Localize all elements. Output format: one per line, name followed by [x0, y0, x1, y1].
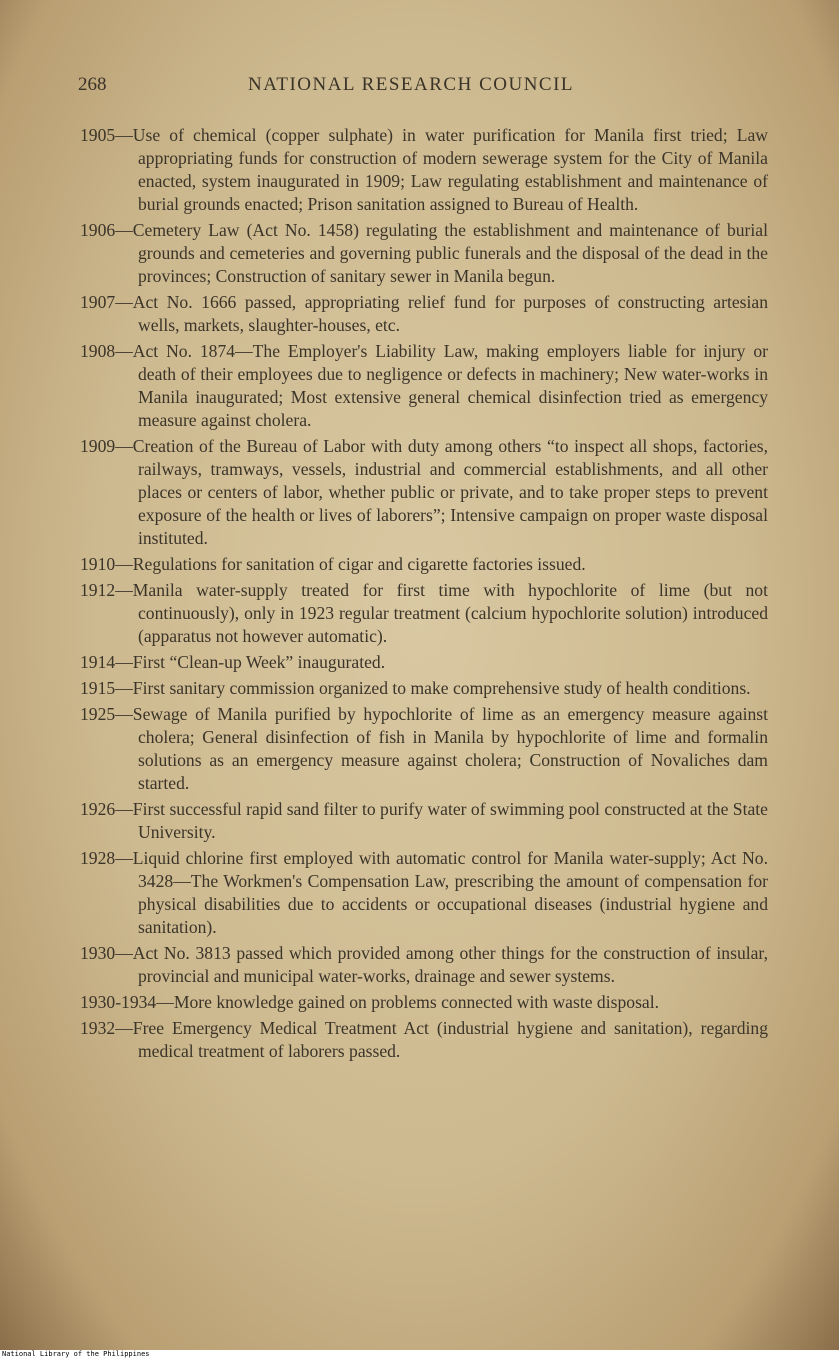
- entry-year: 1908: [80, 341, 116, 361]
- entry-year: 1930-1934: [80, 992, 157, 1012]
- chronology-entry: 1910—Regulations for sanitation of cigar and cigarette factories issued.: [80, 554, 586, 574]
- entry-text: Regulations for sanitation of cigar and cigarette factories issued.: [132, 554, 586, 574]
- chronology-entry: 1930—Act No. 3813 passed which provided among other things for the construction of insular, provincial and municipal water-works, drainage and sewer systems.: [80, 943, 768, 986]
- chronology-entry: 1928—Liquid chlorine first employed with automatic control for Manila water-supply; Act No. 3428—The Workmen's Compensation Law, prescribing the amount of compensation for physical disabilities due to accidents or occupational diseases (industrial hygiene and sanitation).: [80, 848, 768, 937]
- entry-text: Manila water-supply treated for first time with hypochlorite of lime (but not continuously), only in 1923 regular treatment (calcium hypochlorite solution) introduced (apparatus not however automatic).: [132, 580, 768, 646]
- chronology-entry: 1915—First sanitary commission organized to make comprehensive study of health conditions.: [80, 678, 751, 698]
- entry-year: 1930: [80, 943, 116, 963]
- chronology-entry: 1905—Use of chemical (copper sulphate) in water purification for Manila first tried; Law appropriating funds for construction of modern sewerage system for the City of Manila enacted, system inaugurated in 1909; Law regulating establishment and maintenance of burial grounds enacted; Prison sanitation assigned to Bureau of Health.: [80, 125, 768, 214]
- entry-text: Cemetery Law (Act No. 1458) regulating the establishment and maintenance of burial grounds and cemeteries and governing public funerals and the disposal of the dead in the provinces; Construction of sanitary sewer in Manila begun.: [132, 220, 768, 286]
- entry-text: First sanitary commission organized to make comprehensive study of health conditions.: [132, 678, 751, 698]
- entry-text: Sewage of Manila purified by hypochlorite of lime as an emergency measure against cholera; General disinfection of fish in Manila by hypochlorite of lime and formalin solutions as an emergency measure against cholera; Construction of Novaliches dam started.: [132, 704, 768, 793]
- entry-year: 1912: [80, 580, 116, 600]
- entry-year: 1914: [80, 652, 116, 672]
- entry-text: More knowledge gained on problems connected with waste disposal.: [173, 992, 660, 1012]
- chronology-entry: 1908—Act No. 1874—The Employer's Liability Law, making employers liable for injury or death of their employees due to negligence or defects in machinery; New water-works in Manila inaugurated; Most extensive general chemical disinfection tried as emergency measure against cholera.: [80, 341, 768, 430]
- entry-text: Free Emergency Medical Treatment Act (industrial hygiene and sanitation), regarding medical treatment of laborers passed.: [132, 1018, 768, 1061]
- entry-year: 1905: [80, 125, 116, 145]
- running-head: NATIONAL RESEARCH COUNCIL: [248, 74, 575, 95]
- entry-text: Use of chemical (copper sulphate) in water purification for Manila first tried; Law appropriating funds for construction of modern sewerage system for the City of Manila enacted, system inaugurated in 1909; Law regulating establishment and maintenance of burial grounds enacted; Prison sanitation assigned to Bureau of Health.: [132, 125, 768, 214]
- entry-text: Liquid chlorine first employed with automatic control for Manila water-supply; Act No. 3428—The Workmen's Compensation Law, prescribing the amount of compensation for physical disabilities due to accidents or occupational diseases (industrial hygiene and sanitation).: [132, 848, 768, 937]
- entry-year: 1915: [80, 678, 116, 698]
- chronology-entry: 1907—Act No. 1666 passed, appropriating relief fund for purposes of constructing artesian wells, markets, slaughter-houses, etc.: [80, 292, 768, 335]
- entry-text: Creation of the Bureau of Labor with duty among others “to inspect all shops, factories, railways, tramways, vessels, industrial and commercial establishments, and all other places or centers of labor, whether public or private, and to take proper steps to prevent exposure of the health or lives of laborers”; Intensive campaign on proper waste disposal instituted.: [132, 436, 768, 548]
- chronology-entry: 1925—Sewage of Manila purified by hypochlorite of lime as an emergency measure against cholera; General disinfection of fish in Manila by hypochlorite of lime and formalin solutions as an emergency measure against cholera; Construction of Novaliches dam started.: [80, 704, 768, 793]
- chronology-entry: 1926—First successful rapid sand filter to purify water of swimming pool constructed at the State University.: [80, 799, 768, 842]
- entry-year: 1910: [80, 554, 116, 574]
- page-header: [78, 72, 678, 102]
- entry-year: 1925: [80, 704, 116, 724]
- entry-year: 1907: [80, 292, 116, 312]
- page-number: 268: [78, 74, 107, 95]
- entry-text: Act No. 1874—The Employer's Liability Law, making employers liable for injury or death of their employees due to negligence or defects in machinery; New water-works in Manila inaugurated; Most extensive general chemical disinfection tried as emergency measure against cholera.: [132, 341, 768, 430]
- entry-year: 1932: [80, 1018, 116, 1038]
- entry-year: 1906: [80, 220, 116, 240]
- chronology-entry: 1930-1934—More knowledge gained on problems connected with waste disposal.: [80, 992, 660, 1012]
- chronology-entry: 1932—Free Emergency Medical Treatment Act (industrial hygiene and sanitation), regarding medical treatment of laborers passed.: [80, 1018, 768, 1061]
- entry-year: 1928: [80, 848, 116, 868]
- entry-text: First successful rapid sand filter to purify water of swimming pool constructed at the State University.: [132, 799, 768, 842]
- chronology-entry: 1914—First “Clean-up Week” inaugurated.: [80, 652, 386, 672]
- chronology-entry: 1912—Manila water-supply treated for first time with hypochlorite of lime (but not continuously), only in 1923 regular treatment (calcium hypochlorite solution) introduced (apparatus not however automatic).: [80, 580, 768, 646]
- entry-text: Act No. 3813 passed which provided among other things for the construction of insular, provincial and municipal water-works, drainage and sewer systems.: [132, 943, 768, 986]
- entry-text: First “Clean-up Week” inaugurated.: [132, 652, 386, 672]
- entry-year: 1926: [80, 799, 116, 819]
- chronology-entry: 1909—Creation of the Bureau of Labor with duty among others “to inspect all shops, factories, railways, tramways, vessels, industrial and commercial establishments, and all other places or centers of labor, whether public or private, and to take proper steps to prevent exposure of the health or lives of laborers”; Intensive campaign on proper waste disposal instituted.: [80, 436, 768, 548]
- entry-year: 1909: [80, 436, 116, 456]
- chronology-list: [80, 124, 768, 1066]
- library-credit: National Library of the Philippines: [0, 1350, 839, 1358]
- chronology-entry: 1906—Cemetery Law (Act No. 1458) regulating the establishment and maintenance of burial grounds and cemeteries and governing public funerals and the disposal of the dead in the provinces; Construction of sanitary sewer in Manila begun.: [80, 220, 768, 286]
- entry-text: Act No. 1666 passed, appropriating relief fund for purposes of constructing artesian wells, markets, slaughter-houses, etc.: [132, 292, 768, 335]
